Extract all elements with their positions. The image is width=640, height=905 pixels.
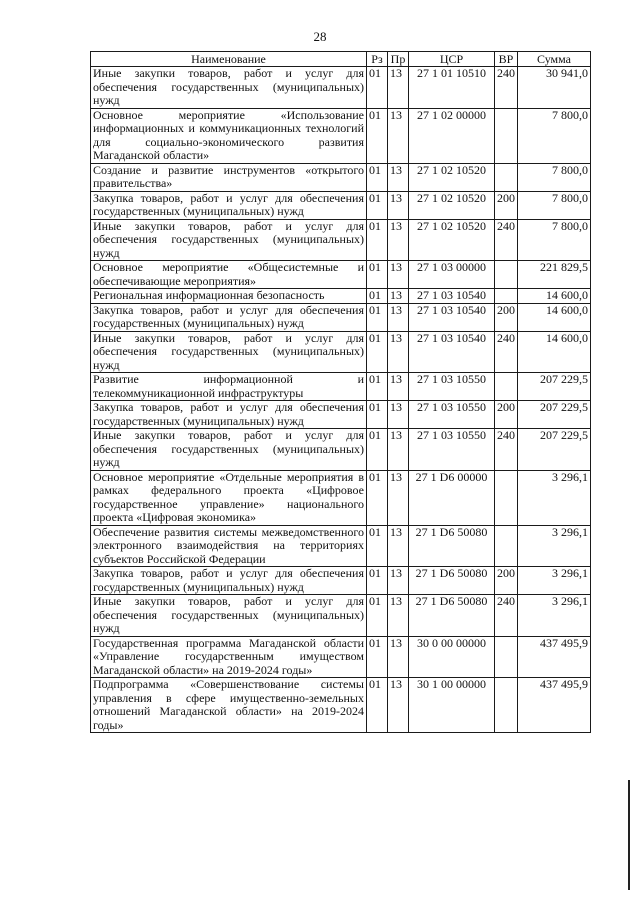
cell-name: Иные закупки товаров, работ и услуг для обеспечения государственных (муниципальных) нужд [91, 595, 367, 637]
cell-csr: 27 1 03 10550 [409, 373, 495, 401]
cell-rz: 01 [367, 373, 388, 401]
header-csr: ЦСР [409, 52, 495, 67]
cell-name: Подпрограмма «Совершенствование системы управления в сфере имущественно-земельных отношений Магаданской области» на 2019-2024 годы» [91, 678, 367, 733]
cell-pr: 13 [388, 525, 409, 567]
cell-vr [495, 678, 518, 733]
table-row [91, 429, 591, 471]
cell-pr: 13 [388, 163, 409, 191]
cell-rz: 01 [367, 289, 388, 304]
cell-rz: 01 [367, 303, 388, 331]
table-row [91, 567, 591, 595]
table-row [91, 303, 591, 331]
cell-vr: 240 [495, 219, 518, 261]
cell-sum: 437 495,9 [518, 678, 591, 733]
cell-pr: 13 [388, 219, 409, 261]
table-row [91, 678, 591, 733]
table-row [91, 636, 591, 678]
cell-rz: 01 [367, 429, 388, 471]
cell-rz: 01 [367, 470, 388, 525]
cell-vr: 200 [495, 567, 518, 595]
cell-rz: 01 [367, 678, 388, 733]
cell-pr: 13 [388, 373, 409, 401]
cell-rz: 01 [367, 595, 388, 637]
cell-csr: 30 1 00 00000 [409, 678, 495, 733]
table-row [91, 219, 591, 261]
cell-vr: 200 [495, 401, 518, 429]
cell-sum: 3 296,1 [518, 525, 591, 567]
cell-csr: 27 1 D6 50080 [409, 525, 495, 567]
cell-pr: 13 [388, 595, 409, 637]
table-row [91, 67, 591, 109]
cell-sum: 207 229,5 [518, 429, 591, 471]
cell-name: Иные закупки товаров, работ и услуг для обеспечения государственных (муниципальных) нужд [91, 219, 367, 261]
cell-pr: 13 [388, 261, 409, 289]
cell-rz: 01 [367, 163, 388, 191]
cell-csr: 27 1 03 10550 [409, 401, 495, 429]
table-header-row [91, 52, 591, 67]
cell-csr: 27 1 03 10540 [409, 331, 495, 373]
cell-vr: 200 [495, 303, 518, 331]
cell-csr: 27 1 02 10520 [409, 191, 495, 219]
cell-name: Основное мероприятие «Общесистемные и обеспечивающие мероприятия» [91, 261, 367, 289]
cell-sum: 207 229,5 [518, 401, 591, 429]
table-row [91, 191, 591, 219]
cell-pr: 13 [388, 67, 409, 109]
cell-csr: 27 1 D6 50080 [409, 567, 495, 595]
cell-vr [495, 163, 518, 191]
header-vr: ВР [495, 52, 518, 67]
table-body [91, 67, 591, 733]
cell-vr [495, 636, 518, 678]
cell-csr: 27 1 D6 00000 [409, 470, 495, 525]
cell-sum: 437 495,9 [518, 636, 591, 678]
table-row [91, 373, 591, 401]
cell-sum: 14 600,0 [518, 331, 591, 373]
table-row [91, 595, 591, 637]
cell-csr: 27 1 02 10520 [409, 219, 495, 261]
page-number: 28 [313, 29, 327, 44]
table-row [91, 261, 591, 289]
cell-name: Развитие информационной и телекоммуникационной инфраструктуры [91, 373, 367, 401]
cell-name: Иные закупки товаров, работ и услуг для обеспечения государственных (муниципальных) нужд [91, 429, 367, 471]
header-sum: Сумма [518, 52, 591, 67]
cell-sum: 30 941,0 [518, 67, 591, 109]
cell-pr: 13 [388, 429, 409, 471]
cell-pr: 13 [388, 303, 409, 331]
header-pr: Пр [388, 52, 409, 67]
cell-csr: 27 1 03 10540 [409, 303, 495, 331]
table-row [91, 108, 591, 163]
cell-rz: 01 [367, 567, 388, 595]
cell-csr: 27 1 03 10550 [409, 429, 495, 471]
cell-name: Закупка товаров, работ и услуг для обеспечения государственных (муниципальных) нужд [91, 567, 367, 595]
cell-sum: 7 800,0 [518, 163, 591, 191]
cell-csr: 27 1 02 00000 [409, 108, 495, 163]
cell-sum: 7 800,0 [518, 108, 591, 163]
cell-sum: 7 800,0 [518, 219, 591, 261]
cell-vr [495, 289, 518, 304]
cell-csr: 27 1 01 10510 [409, 67, 495, 109]
header-rz: Рз [367, 52, 388, 67]
cell-rz: 01 [367, 191, 388, 219]
cell-rz: 01 [367, 219, 388, 261]
table-row [91, 401, 591, 429]
cell-name: Региональная информационная безопасность [91, 289, 367, 304]
cell-pr: 13 [388, 678, 409, 733]
cell-rz: 01 [367, 331, 388, 373]
cell-sum: 3 296,1 [518, 567, 591, 595]
cell-vr: 240 [495, 595, 518, 637]
cell-pr: 13 [388, 470, 409, 525]
cell-pr: 13 [388, 567, 409, 595]
cell-rz: 01 [367, 108, 388, 163]
cell-vr: 240 [495, 67, 518, 109]
cell-sum: 14 600,0 [518, 289, 591, 304]
cell-vr [495, 261, 518, 289]
cell-sum: 3 296,1 [518, 470, 591, 525]
budget-table [90, 51, 591, 733]
table-row [91, 289, 591, 304]
cell-sum: 7 800,0 [518, 191, 591, 219]
table-row [91, 525, 591, 567]
cell-csr: 30 0 00 00000 [409, 636, 495, 678]
cell-vr: 240 [495, 429, 518, 471]
table-row [91, 163, 591, 191]
cell-vr [495, 373, 518, 401]
cell-name: Основное мероприятие «Использование информационных и коммуникационных технологий для социально-экономического развития Магаданской области» [91, 108, 367, 163]
cell-name: Закупка товаров, работ и услуг для обеспечения государственных (муниципальных) нужд [91, 401, 367, 429]
cell-csr: 27 1 D6 50080 [409, 595, 495, 637]
cell-name: Государственная программа Магаданской области «Управление государственным имуществом Магаданской области» на 2019-2024 годы» [91, 636, 367, 678]
cell-vr: 240 [495, 331, 518, 373]
cell-pr: 13 [388, 401, 409, 429]
cell-vr [495, 108, 518, 163]
cell-pr: 13 [388, 636, 409, 678]
cell-rz: 01 [367, 401, 388, 429]
cell-rz: 01 [367, 261, 388, 289]
table-row [91, 470, 591, 525]
header-name: Наименование [91, 52, 367, 67]
cell-name: Основное мероприятие «Отдельные мероприятия в рамках федерального проекта «Цифровое государственное управление» национального проекта «Цифровая экономика» [91, 470, 367, 525]
cell-name: Создание и развитие инструментов «открытого правительства» [91, 163, 367, 191]
cell-rz: 01 [367, 525, 388, 567]
cell-pr: 13 [388, 191, 409, 219]
cell-pr: 13 [388, 108, 409, 163]
cell-pr: 13 [388, 331, 409, 373]
cell-rz: 01 [367, 67, 388, 109]
cell-name: Иные закупки товаров, работ и услуг для обеспечения государственных (муниципальных) нужд [91, 331, 367, 373]
cell-rz: 01 [367, 636, 388, 678]
margin-mark [628, 780, 630, 890]
cell-csr: 27 1 02 10520 [409, 163, 495, 191]
cell-vr [495, 470, 518, 525]
cell-vr [495, 525, 518, 567]
cell-pr: 13 [388, 289, 409, 304]
cell-sum: 3 296,1 [518, 595, 591, 637]
cell-sum: 207 229,5 [518, 373, 591, 401]
cell-name: Закупка товаров, работ и услуг для обеспечения государственных (муниципальных) нужд [91, 191, 367, 219]
cell-sum: 14 600,0 [518, 303, 591, 331]
cell-name: Обеспечение развития системы межведомственного электронного взаимодействия на территориях субъектов Российской Федерации [91, 525, 367, 567]
cell-csr: 27 1 03 10540 [409, 289, 495, 304]
cell-vr: 200 [495, 191, 518, 219]
cell-sum: 221 829,5 [518, 261, 591, 289]
cell-name: Закупка товаров, работ и услуг для обеспечения государственных (муниципальных) нужд [91, 303, 367, 331]
cell-csr: 27 1 03 00000 [409, 261, 495, 289]
table-row [91, 331, 591, 373]
cell-name: Иные закупки товаров, работ и услуг для обеспечения государственных (муниципальных) нужд [91, 67, 367, 109]
